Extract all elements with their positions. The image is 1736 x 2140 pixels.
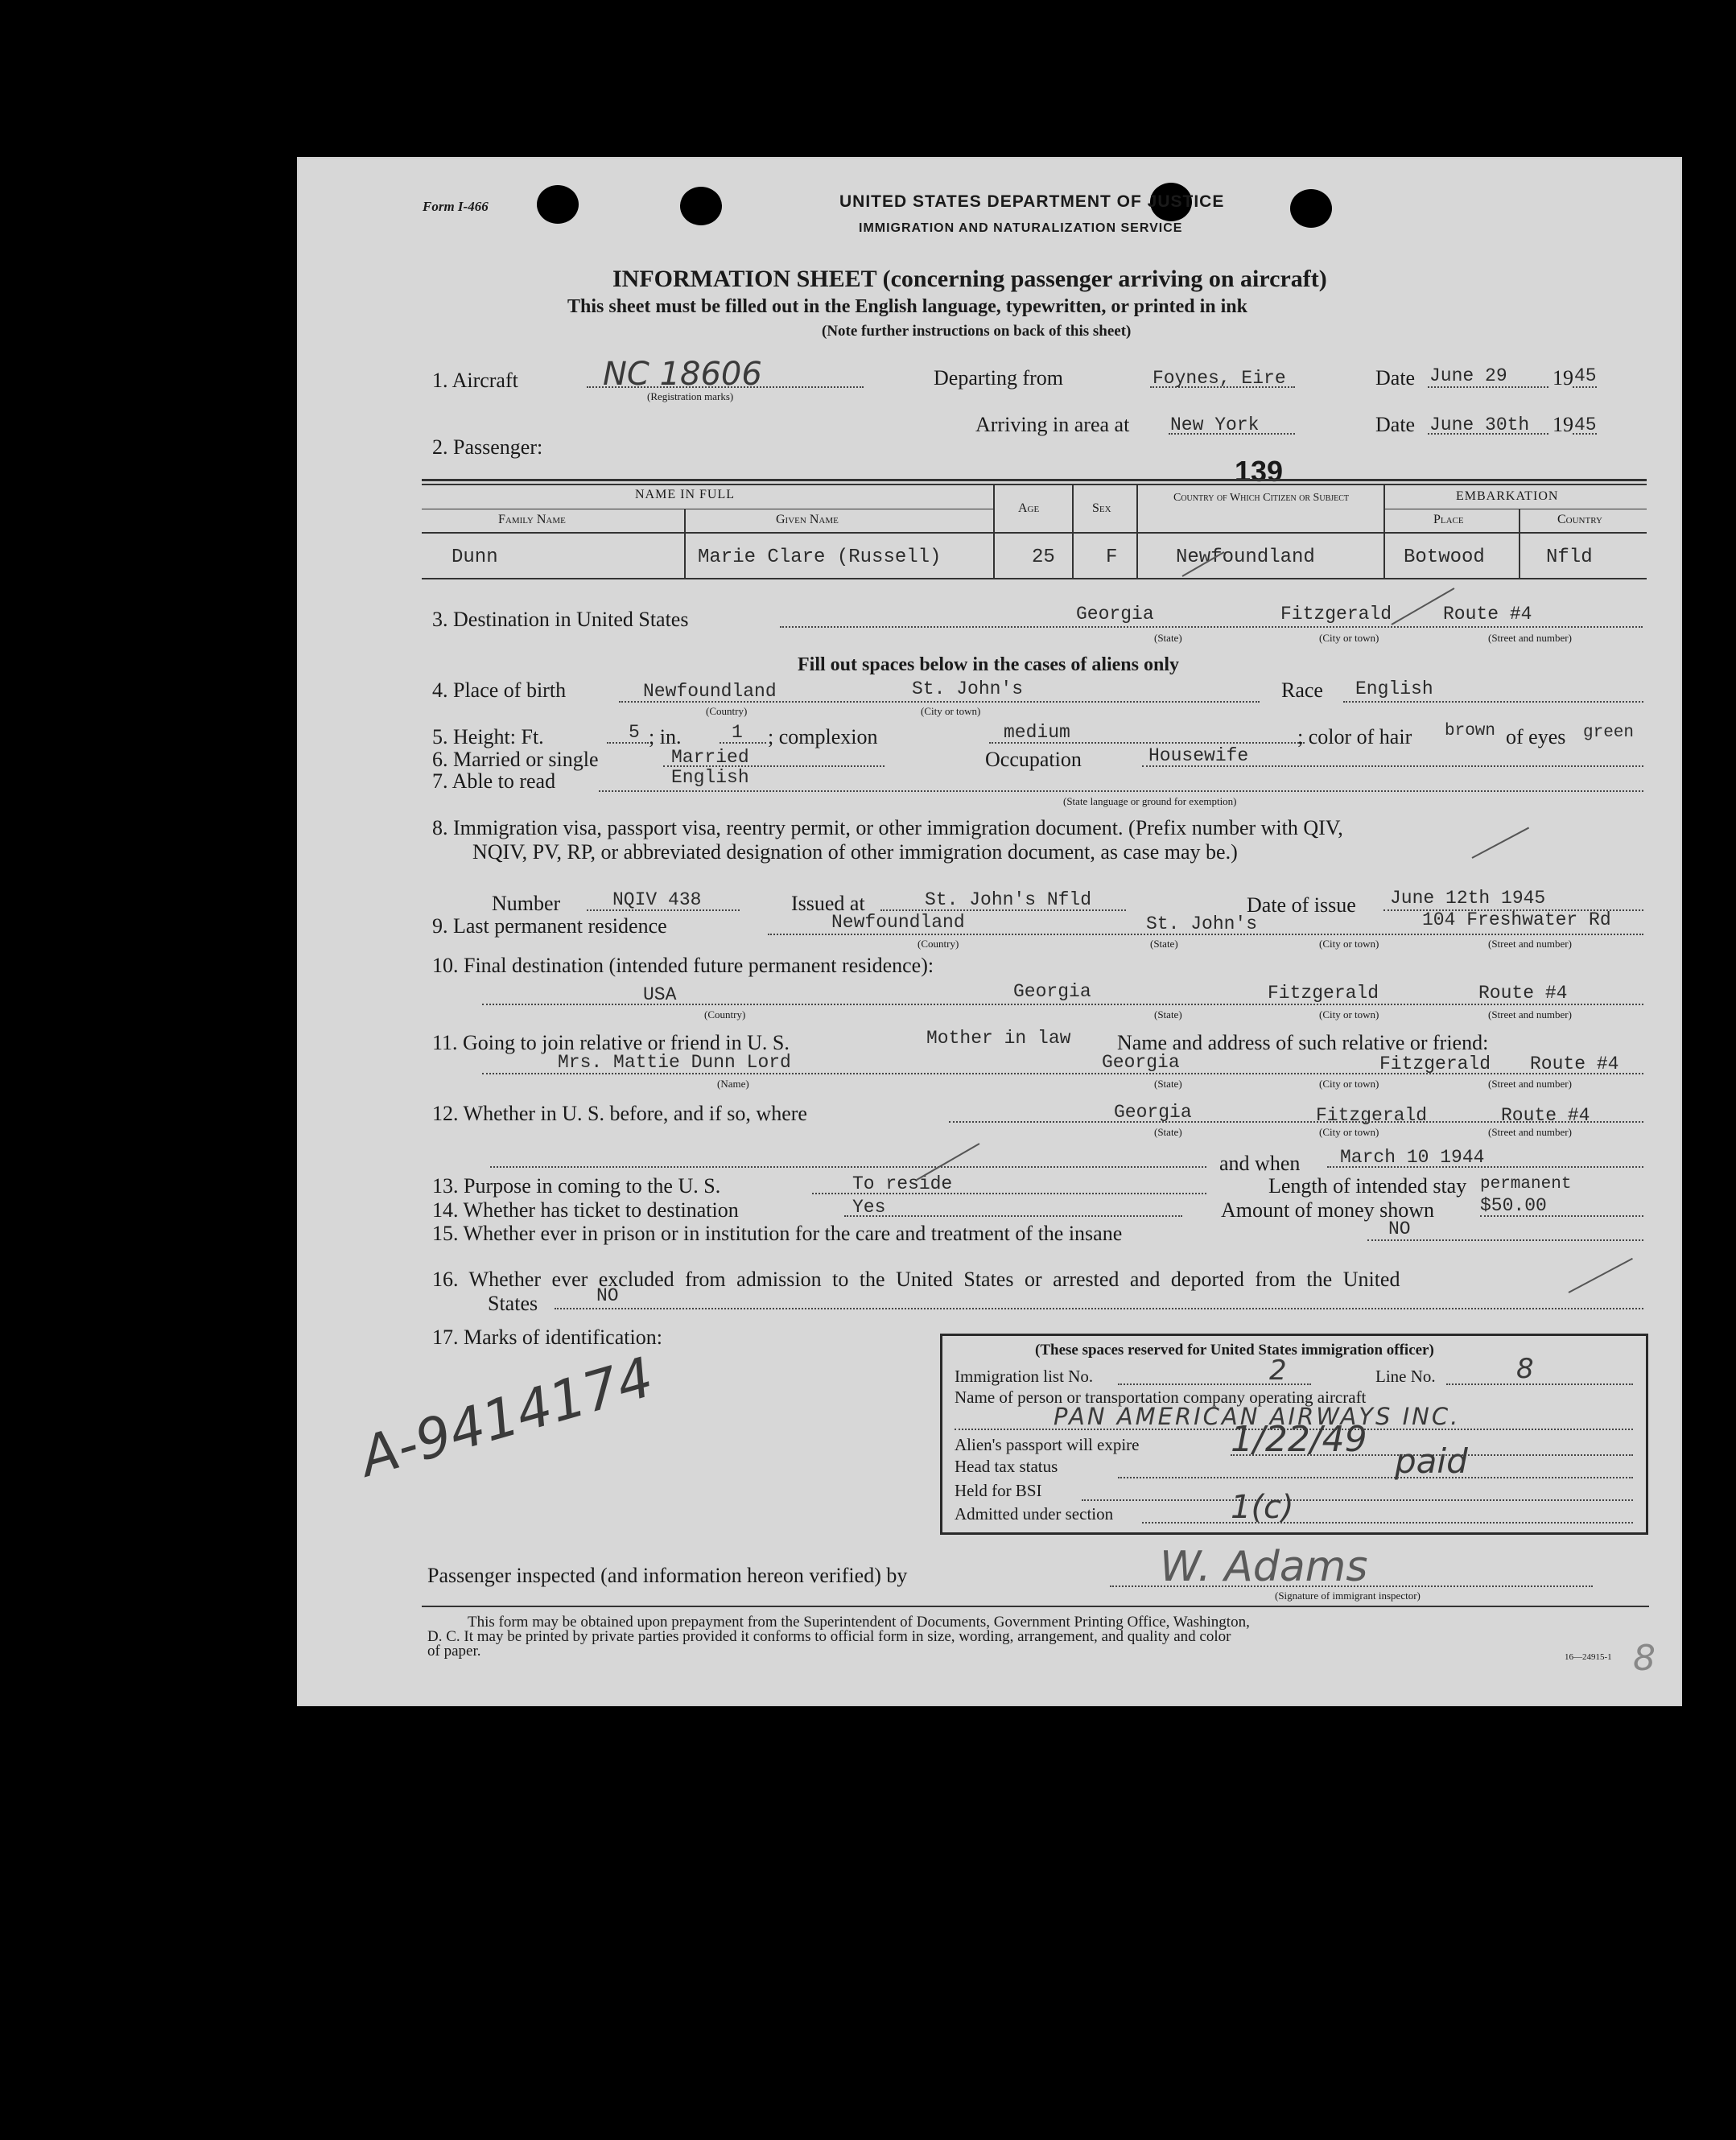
caption-street: (Street and number)	[1488, 1126, 1572, 1138]
sex: F	[1106, 546, 1118, 568]
arrive-date: June 30th	[1429, 414, 1530, 435]
issue-date: June 12th 1945	[1390, 888, 1546, 909]
final-city: Fitzgerald	[1268, 983, 1379, 1004]
hair: brown	[1445, 722, 1496, 740]
signature-caption: (Signature of immigrant inspector)	[1275, 1590, 1421, 1602]
list-label: Immigration list No.	[955, 1367, 1094, 1386]
prison: NO	[1388, 1218, 1411, 1239]
inspector-signature: W. Adams	[1160, 1543, 1368, 1591]
arriving-label: Arriving in area at	[975, 413, 1130, 436]
occupation-label: Occupation	[985, 748, 1082, 771]
line-label: Line No.	[1375, 1367, 1436, 1386]
aircraft-value: NC 18606	[603, 356, 762, 393]
caption-country: (Country)	[706, 705, 748, 717]
tax-label: Head tax status	[955, 1457, 1058, 1476]
inspected-label: Passenger inspected (and information hereon verified) by	[427, 1564, 908, 1587]
caption-city: (City or town)	[1319, 1008, 1379, 1021]
aliens-heading: Fill out spaces below in the cases of aliens only	[798, 654, 1180, 675]
operator-label: Name of person or transportation company operating aircraft	[955, 1387, 1367, 1407]
stay-label: Length of intended stay	[1268, 1174, 1467, 1198]
birth-city: St. John's	[912, 678, 1024, 699]
caption-country: (Country)	[917, 938, 959, 950]
age: 25	[1032, 546, 1055, 568]
occupation: Housewife	[1148, 745, 1249, 766]
caption-city: (City or town)	[1319, 1078, 1379, 1090]
residence-label: 9. Last permanent residence	[432, 914, 667, 938]
service-name: IMMIGRATION AND NATURALIZATION SERVICE	[859, 221, 1183, 235]
complexion: medium	[1004, 722, 1070, 743]
when: March 10 1944	[1340, 1147, 1485, 1168]
join-street: Route #4	[1530, 1054, 1619, 1074]
caption-state: (State)	[1150, 938, 1178, 950]
residence-state: St. John's	[1146, 913, 1258, 934]
caption-name: (Name)	[717, 1078, 749, 1090]
caption-state: (State)	[1154, 1078, 1182, 1090]
marks-label: 17. Marks of identification:	[432, 1326, 662, 1349]
arrive-date-label: Date	[1375, 413, 1416, 436]
caption-city: (City or town)	[921, 705, 981, 717]
issued-label: Issued at	[791, 892, 865, 915]
embark-place: Botwood	[1404, 546, 1485, 568]
purpose-label: 13. Purpose in coming to the U. S.	[432, 1174, 721, 1198]
caption-street: (Street and number)	[1488, 1008, 1572, 1021]
arrive-year: 45	[1574, 414, 1597, 435]
caption-street: (Street and number)	[1488, 1078, 1572, 1090]
caption-street: (Street and number)	[1488, 632, 1572, 644]
punch-hole	[1290, 189, 1332, 228]
before-state: Georgia	[1114, 1102, 1192, 1123]
before-label: 12. Whether in U. S. before, and if so, where	[432, 1102, 807, 1125]
section-label: Admitted under section	[955, 1504, 1114, 1524]
list-value: 2	[1269, 1355, 1287, 1387]
form-number: Form I-466	[423, 199, 489, 214]
birth-country: Newfoundland	[643, 681, 777, 702]
depart-date: June 29	[1429, 365, 1507, 386]
caption-city: (City or town)	[1319, 938, 1379, 950]
married-label: 6. Married or single	[432, 748, 599, 771]
destination-state: Georgia	[1076, 604, 1154, 625]
issued-at: St. John's Nfld	[925, 889, 1092, 910]
form-note: (Note further instructions on back of this sheet)	[822, 323, 1132, 340]
footer-line-3: of paper.	[427, 1643, 481, 1660]
residence-street: 104 Freshwater Rd	[1422, 909, 1611, 930]
caption-city: (City or town)	[1319, 632, 1379, 644]
excluded-label-1: 16. Whether ever excluded from admission to the United States or arrested and deported from the United	[432, 1268, 1400, 1291]
ticket: Yes	[852, 1197, 886, 1218]
eyes-label: of eyes	[1506, 725, 1566, 748]
operator-value: PAN AMERICAN AIRWAYS INC.	[1054, 1403, 1461, 1430]
departing-value: Foynes, Eire	[1153, 368, 1286, 389]
departing-label: Departing from	[934, 366, 1064, 390]
ticket-label: 14. Whether has ticket to destination	[432, 1198, 739, 1222]
given-name: Marie Clare (Russell)	[698, 546, 942, 568]
footer-line-1: This form may be obtained upon prepayment from the Superintendent of Documents, Government Printing Office, Washington,	[468, 1614, 1250, 1631]
before-street: Route #4	[1501, 1105, 1590, 1126]
visa-label-2: NQIV, PV, RP, or abbreviated designation of other immigration document, as case may be.)	[472, 840, 1238, 864]
residence-country: Newfoundland	[831, 912, 965, 933]
destination-street: Route #4	[1443, 604, 1532, 625]
excluded: NO	[596, 1285, 619, 1306]
family-name: Dunn	[452, 546, 498, 568]
when-label: and when	[1219, 1152, 1301, 1175]
read-caption: (State language or ground for exemption)	[1063, 795, 1237, 807]
date-label: Date	[1375, 366, 1416, 390]
race: English	[1355, 678, 1433, 699]
join-city: Fitzgerald	[1379, 1054, 1491, 1074]
hair-label: ; color of hair	[1297, 725, 1412, 748]
join-label-2: Name and address of such relative or friend:	[1117, 1031, 1489, 1054]
year-prefix: 19	[1553, 366, 1573, 390]
money-label: Amount of money shown	[1221, 1198, 1435, 1222]
expire-label: Alien's passport will expire	[955, 1435, 1140, 1454]
citizen-country: Newfoundland	[1176, 546, 1315, 568]
final-country: USA	[643, 984, 677, 1005]
col-country: Country	[1557, 513, 1602, 526]
footer-code: 16—24915-1	[1565, 1652, 1612, 1662]
col-embarkation: EMBARKATION	[1456, 489, 1559, 503]
destination-city: Fitzgerald	[1280, 604, 1392, 625]
final-street: Route #4	[1478, 983, 1568, 1004]
read-label: 7. Able to read	[432, 769, 556, 793]
prison-label: 15. Whether ever in prison or in institution for the care and treatment of the insane	[432, 1222, 1123, 1245]
caption-state: (State)	[1154, 1126, 1182, 1138]
caption-country: (Country)	[704, 1008, 746, 1021]
eyes: green	[1583, 724, 1635, 742]
height-ft: 5	[629, 722, 640, 743]
punch-hole	[680, 187, 722, 225]
form-sheet	[297, 157, 1682, 1706]
visa-number: NQIV 438	[612, 889, 702, 910]
margin-mark: 8	[1633, 1638, 1656, 1679]
col-country-citizen: Country of Which Citizen or Subject	[1173, 492, 1350, 504]
join-state: Georgia	[1102, 1052, 1180, 1073]
punch-hole	[537, 185, 579, 224]
purpose: To reside	[852, 1173, 953, 1194]
embark-country: Nfld	[1546, 546, 1593, 568]
final-label: 10. Final destination (intended future permanent residence):	[432, 954, 934, 977]
visa-number-label: Number	[492, 892, 561, 915]
join-label: 11. Going to join relative or friend in U. S.	[432, 1031, 790, 1054]
passenger-label: 2. Passenger:	[432, 435, 543, 459]
col-family-name: Family Name	[498, 513, 566, 526]
col-name-in-full: NAME IN FULL	[635, 488, 735, 501]
col-sex: Sex	[1092, 501, 1111, 515]
destination-label: 3. Destination in United States	[432, 608, 689, 631]
stay: permanent	[1480, 1175, 1572, 1194]
before-city: Fitzgerald	[1316, 1105, 1428, 1126]
money: $50.00	[1480, 1195, 1547, 1216]
stamp-number: 139	[1235, 455, 1284, 488]
read-language: English	[671, 767, 749, 788]
bsi-label: Held for BSI	[955, 1481, 1042, 1500]
race-label: Race	[1281, 678, 1323, 702]
depart-year: 45	[1574, 365, 1597, 386]
caption-state: (State)	[1154, 632, 1182, 644]
height-label: 5. Height: Ft.	[432, 725, 544, 748]
married: Married	[671, 747, 749, 768]
expire-value: 1/22/49	[1231, 1419, 1367, 1460]
height-in-label: ; in.	[649, 725, 682, 748]
arriving-value: New York	[1170, 414, 1260, 435]
aircraft-label: 1. Aircraft	[432, 369, 518, 392]
form-instruction: This sheet must be filled out in the English language, typewritten, or printed in ink	[567, 296, 1247, 317]
line-value: 8	[1516, 1353, 1534, 1385]
marks-handwritten: A-9414174	[353, 1345, 661, 1490]
complexion-label: ; complexion	[768, 725, 878, 748]
height-in: 1	[732, 722, 743, 743]
registration-caption: (Registration marks)	[647, 390, 734, 402]
caption-state: (State)	[1154, 1008, 1182, 1021]
section-value: 1(c)	[1231, 1489, 1294, 1526]
officer-box-title: (These spaces reserved for United States immigration officer)	[1035, 1342, 1434, 1359]
tax-value: paid	[1395, 1441, 1468, 1481]
col-given-name: Given Name	[776, 513, 839, 526]
col-place: Place	[1433, 513, 1464, 526]
caption-street: (Street and number)	[1488, 938, 1572, 950]
final-state: Georgia	[1013, 981, 1091, 1002]
caption-city: (City or town)	[1319, 1126, 1379, 1138]
form-title: INFORMATION SHEET (concerning passenger arriving on aircraft)	[612, 266, 1327, 292]
birth-label: 4. Place of birth	[432, 678, 567, 702]
arrive-year-prefix: 19	[1553, 413, 1573, 436]
department-name: UNITED STATES DEPARTMENT OF JUSTICE	[839, 192, 1225, 211]
join-relation: Mother in law	[926, 1028, 1071, 1049]
issue-date-label: Date of issue	[1247, 893, 1356, 917]
col-age: Age	[1018, 501, 1040, 515]
footer-line-2: D. C. It may be printed by private parties provided it conforms to official form in size, wording, arrangement, and quality and color	[427, 1628, 1231, 1645]
excluded-label-2: States	[488, 1292, 538, 1315]
join-name: Mrs. Mattie Dunn Lord	[558, 1052, 791, 1073]
visa-label-1: 8. Immigration visa, passport visa, reentry permit, or other immigration document. (Prefix number with QIV,	[432, 816, 1343, 839]
